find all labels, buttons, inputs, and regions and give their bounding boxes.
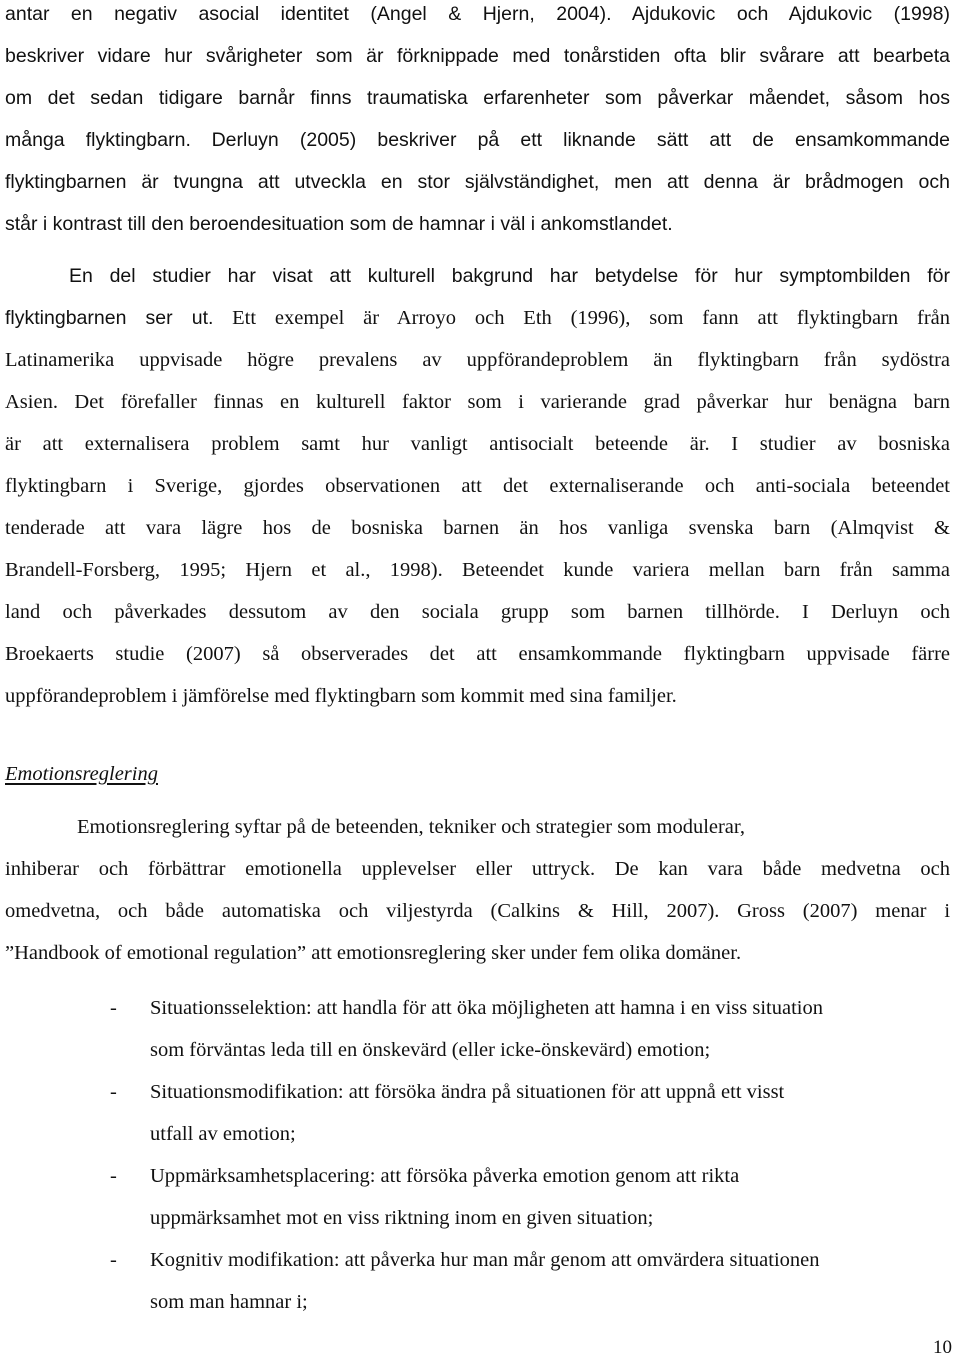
- paragraph-line: Emotionsreglering syftar på de beteenden, tekniker och strategier som modulerar,: [77, 816, 746, 838]
- list-dash: -: [110, 1081, 117, 1103]
- section-heading: Emotionsreglering: [5, 763, 158, 785]
- list-item-text: utfall av emotion;: [150, 1123, 296, 1145]
- paragraph-text: Beteendet kunde variera mellan barn från samma: [461, 559, 951, 581]
- list-dash: -: [110, 997, 117, 1019]
- paragraph-text: många flyktingbarn.: [5, 129, 191, 151]
- paragraph-text: omedvetna, och både automatiska och viljestyrda (Calkins & Hill, 2007).: [5, 900, 720, 922]
- paragraph-text: Det förefaller finnas en kulturell faktor som i varierande grad påverkar hur benägna barn: [74, 391, 951, 413]
- paragraph-text: Ett exempel är Arroyo och Eth (1996), som fann att flyktingbarn från: [232, 307, 950, 329]
- page-number: 10: [933, 1337, 952, 1358]
- paragraph-text: De kan vara både medvetna och: [614, 858, 950, 880]
- paragraph-text: flyktingbarnen ser ut.: [5, 307, 214, 329]
- list-item-text: Situationsselektion: att handla för att öka möjligheten att hamna i en viss situation: [150, 997, 823, 1019]
- list-item-text: som man hamnar i;: [150, 1291, 308, 1313]
- paragraph-line-mixed: [5, 558, 950, 582]
- paragraph-line-mixed: [5, 128, 950, 152]
- list-item-text: uppmärksamhet mot en viss riktning inom en given situation;: [150, 1207, 654, 1229]
- list-dash: -: [110, 1249, 117, 1271]
- paragraph-line: Latinamerika uppvisade högre prevalens av uppförandeproblem än flyktingbarn från sydöstra: [5, 349, 950, 371]
- paragraph-line-mixed: [5, 306, 950, 330]
- paragraph-line: ”Handbook of emotional regulation” att emotionsreglering sker under fem olika domäner.: [5, 942, 742, 964]
- paragraph-text: land och påverkades dessutom av den sociala grupp som barnen tillhörde.: [5, 601, 780, 623]
- paragraph-line: beskriver vidare hur svårigheter som är förknippade med tonårstiden ofta blir svårare att bearbeta: [5, 45, 950, 67]
- paragraph-text: Asien.: [5, 391, 58, 413]
- paragraph-line: Broekaerts studie (2007) så observerades det att ensamkommande flyktingbarn uppvisade färre: [5, 643, 950, 665]
- list-dash: -: [110, 1165, 117, 1187]
- paragraph-line: flyktingbarn i Sverige, gjordes observationen att det externaliserande och anti-sociala beteendet: [5, 475, 950, 497]
- paragraph-line: tenderade att vara lägre hos de bosniska barnen än hos vanliga svenska barn (Almqvist &: [5, 517, 950, 539]
- paragraph-line-mixed: [5, 899, 950, 923]
- paragraph-line: står i kontrast till den beroendesituation som de hamnar i väl i ankomstlandet.: [5, 213, 673, 235]
- paragraph-line-mixed: [5, 390, 950, 414]
- paragraph-line-mixed: [5, 432, 950, 456]
- list-item-text: Kognitiv modifikation: att påverka hur man mår genom att omvärdera situationen: [150, 1249, 820, 1271]
- paragraph-line: flyktingbarnen är tvungna att utveckla en stor självständighet, men att denna är brådmogen och: [5, 171, 950, 193]
- paragraph-text: I Derluyn och: [801, 601, 950, 623]
- paragraph-text: Brandell-Forsberg, 1995; Hjern et al., 1998).: [5, 559, 443, 581]
- list-item-text: Situationsmodifikation: att försöka ändra på situationen för att uppnå ett visst: [150, 1081, 785, 1103]
- list-item-text: Uppmärksamhetsplacering: att försöka påverka emotion genom att rikta: [150, 1165, 740, 1187]
- paragraph-line-mixed: [5, 600, 950, 624]
- paragraph-text: inhiberar och förbättrar emotionella upplevelser eller uttryck.: [5, 858, 596, 880]
- paragraph-line: uppförandeproblem i jämförelse med flyktingbarn som kommit med sina familjer.: [5, 685, 677, 707]
- paragraph-text: är att externalisera problem samt hur vanligt antisocialt beteende är.: [5, 433, 710, 455]
- paragraph-line: antar en negativ asocial identitet (Angel & Hjern, 2004). Ajdukovic och Ajdukovic (1998): [5, 3, 950, 25]
- paragraph-text: Derluyn (2005) beskriver på ett liknande sätt att de ensamkommande: [211, 129, 951, 151]
- paragraph-line: om det sedan tidigare barnår finns traumatiska erfarenheter som påverkar måendet, såsom hos: [5, 87, 950, 109]
- paragraph-text: I studier av bosniska: [731, 433, 951, 455]
- paragraph-text: Gross (2007) menar i: [737, 900, 951, 922]
- list-item-text: som förväntas leda till en önskevärd (eller icke-önskevärd) emotion;: [150, 1039, 711, 1061]
- paragraph-line-mixed: [5, 857, 950, 881]
- paragraph-line: En del studier har visat att kulturell bakgrund har betydelse för hur symptombilden för: [69, 265, 950, 287]
